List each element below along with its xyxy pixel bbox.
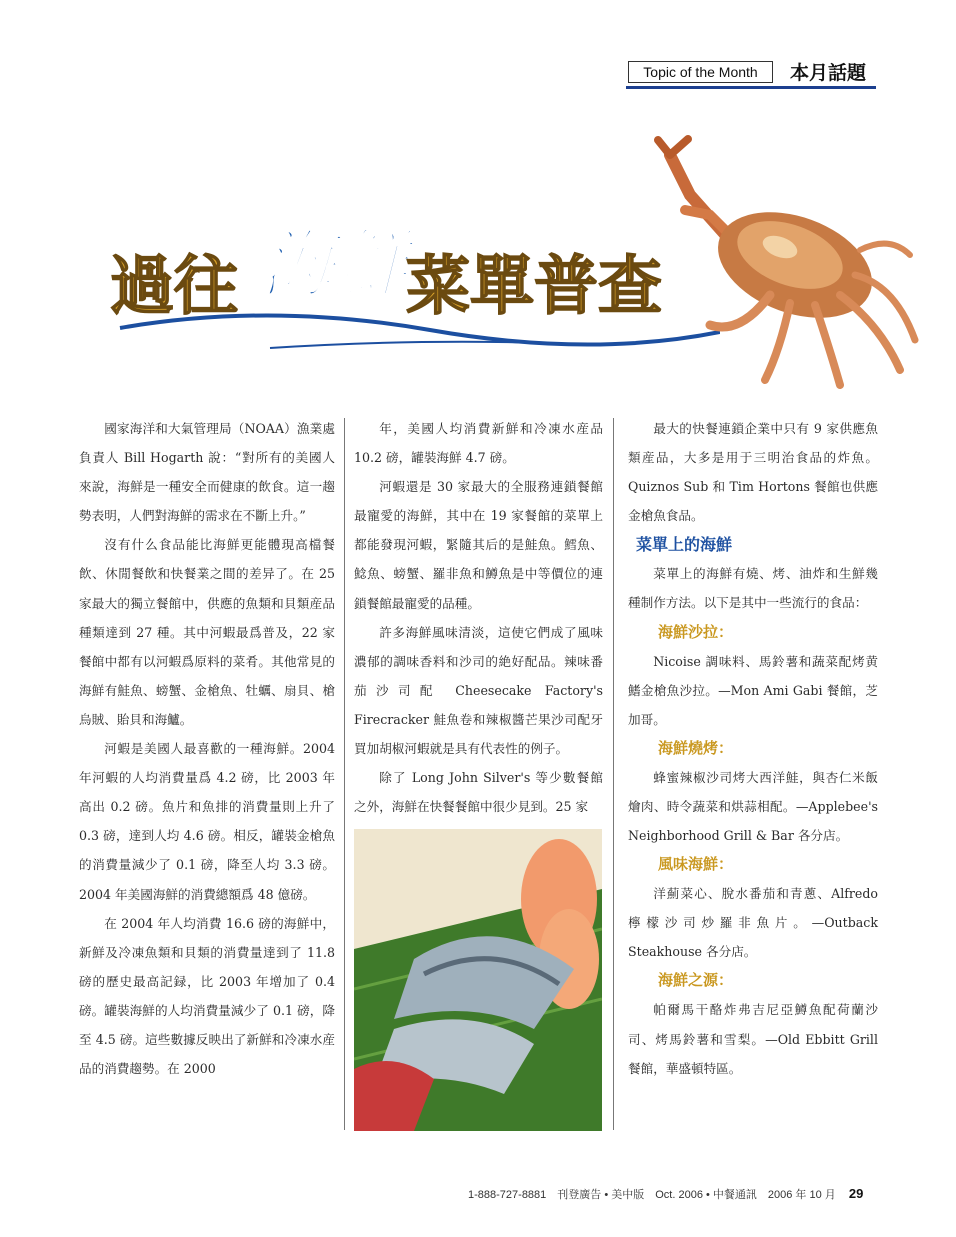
page-number: 29 (848, 1186, 864, 1201)
subheading: 海鮮之源： (658, 971, 734, 990)
paragraph: 洋薊菜心、脫水番茄和青蔥、Alfredo 檸檬沙司炒羅非魚片。—Outback Steakhouse 各分店。 (628, 886, 878, 960)
topic-label-box (628, 61, 773, 83)
section-heading: 菜單上的海鮮 (636, 535, 733, 555)
column-divider-2 (613, 418, 614, 1130)
paragraph: Nicoise 調味料、馬鈴薯和蔬菜配烤黄鰭金槍魚沙拉。—Mon Ami Gabi 餐館，芝加哥。 (628, 653, 878, 727)
header-rule (626, 86, 876, 89)
subheading: 海鮮燒烤： (658, 738, 734, 757)
footer-text: 1-888-727-8881 刊登廣告 • 美中版 Oct. 2006 • 中餐通訊 2006 年 10 月 (468, 1189, 836, 1201)
topic-label: Topic of the Month (643, 64, 758, 80)
paragraph: 除了 Long John Silver's 等少數餐館之外，海鮮在快餐餐館中很少見到。25 家 (354, 770, 603, 815)
paragraph: 蜂蜜辣椒沙司烤大西洋鮭，與杏仁米飯燴肉、時令蔬菜和烘蒜相配。—Applebee's Neighborhood Grill & Bar 各分店。 (628, 769, 878, 844)
paragraph: 國家海洋和大氣管理局（NOAA）漁業處負責人 Bill Hogarth 說：“對所有的美國人來說，海鮮是一種安全而健康的飲食。這一趨勢表明，人們對海鮮的需求在不斷上升。” (79, 421, 335, 524)
paragraph: 菜單上的海鮮有燒、烤、油炸和生鮮幾種制作方法。以下是其中一些流行的食品： (628, 566, 878, 611)
paragraph: 帕爾馬干酪炸弗吉尼亞鱒魚配荷蘭沙司、烤馬鈴薯和雪梨。—Old Ebbitt Grill 餐館，華盛頓特區。 (628, 1002, 878, 1076)
article-column-1 (79, 414, 335, 1083)
page-footer (468, 1186, 863, 1202)
title-wave-small (270, 342, 570, 348)
article-title (100, 220, 720, 380)
paragraph: 沒有什么食品能比海鮮更能體現高檔餐飲、休閒餐飲和快餐業之間的差异了。在 25 家最大的獨立餐館中，供應的魚類和貝類産品種類達到 27 種。其中河蝦最爲普及，22 家餐館中都有以河蝦爲原料的菜肴。其他常見的海鮮有鮭魚、螃蟹、金槍魚、牡蠣、扇貝、槍烏賊、貽貝和海鱸。 (79, 537, 335, 727)
topic-title: 本月話題 (790, 62, 867, 84)
paragraph: 河蝦還是 30 家最大的全服務連鎖餐館最寵愛的海鮮，其中在 19 家餐館的菜單上都能發現河蝦，緊隨其后的是鮭魚。鱈魚、鯰魚、螃蟹、羅非魚和鱒魚是中等價位的連鎖餐館最寵愛的品種。 (354, 479, 603, 611)
article-column-2 (354, 414, 603, 821)
title-part1: 過往 (110, 249, 238, 324)
subheading: 風味海鮮： (658, 855, 734, 874)
subheading: 海鮮沙拉： (658, 622, 734, 641)
paragraph: 許多海鮮風味清淡，這使它們成了風味濃郁的調味香料和沙司的絶好配品。辣味番茄沙司配 Cheesecake Factory's Firecracker 鮭魚卷和辣椒醬芒果沙司配牙買加胡椒河蝦就是具有代表性的例子。 (354, 624, 603, 757)
article-column-3 (628, 414, 878, 1083)
paragraph: 年，美國人均消費新鮮和冷凍水産品 10.2 磅，罐裝海鮮 4.7 磅。 (354, 421, 603, 466)
column-divider-1 (344, 418, 345, 1130)
title-part3: 菜單普查 (406, 249, 662, 324)
sushi-photo (354, 829, 602, 1131)
paragraph: 最大的快餐連鎖企業中只有 9 家供應魚類産品，大多是用于三明治食品的炸魚。Quiznos Sub 和 Tim Hortons 餐館也供應金槍魚食品。 (628, 421, 878, 524)
paragraph: 河蝦是美國人最喜歡的一種海鮮。2004 年河蝦的人均消費量爲 4.2 磅，比 2003 年高出 0.2 磅。魚片和魚排的消費量則上升了 0.3 磅，達到人均 4.6 磅。相反，罐裝金槍魚的消費量減少了 0.1 磅，降至人均 3.3 磅。2004 年美國海鮮的消費總額爲 48 億磅。 (79, 741, 335, 902)
crab-illustration (630, 135, 920, 395)
title-part2: 海鮮 (260, 222, 408, 308)
paragraph: 在 2004 年人均消費 16.6 磅的海鮮中，新鮮及冷凍魚類和貝類的消費量達到了 11.8 磅的歷史最高記録，比 2003 年增加了 0.4 磅。罐裝海鮮的人均消費量減少了 0.1 磅，降至 4.5 磅。這些數據反映出了新鮮和冷凍水産品的消費趨勢。在 2000 (79, 915, 335, 1077)
